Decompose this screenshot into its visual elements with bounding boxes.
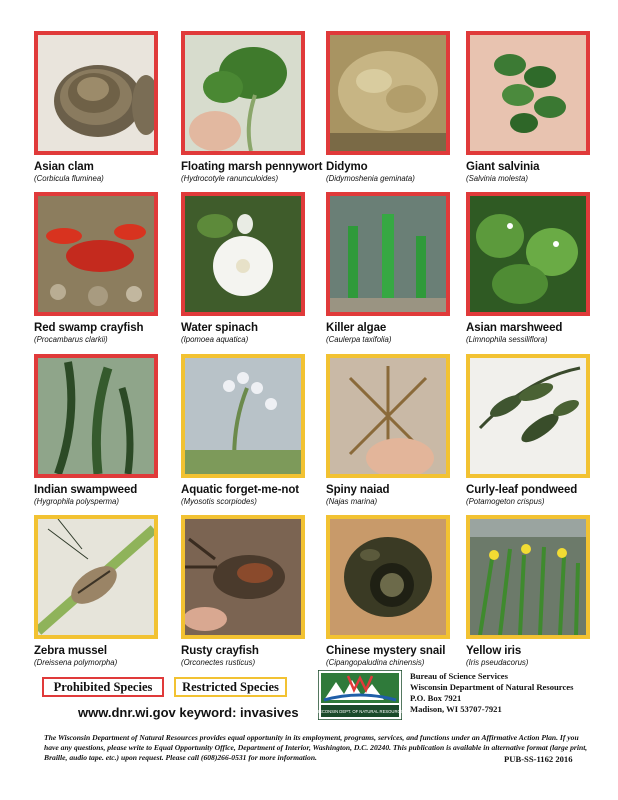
species-scientific-name: (Myosotis scorpiodes)	[181, 497, 257, 506]
salvinia-photo-icon	[470, 35, 586, 151]
species-card	[326, 354, 450, 506]
species-common-name: Giant salvinia	[466, 161, 540, 173]
species-scientific-name: (Iris pseudacorus)	[466, 658, 529, 667]
species-card	[181, 354, 305, 506]
species-card	[181, 31, 323, 183]
species-card	[326, 192, 450, 344]
species-scientific-name: (Ipomoea aquatica)	[181, 335, 249, 344]
species-common-name: Yellow iris	[466, 645, 522, 657]
species-scientific-name: (Didymoshenia geminata)	[326, 174, 415, 183]
species-scientific-name: (Dreissena polymorpha)	[34, 658, 118, 667]
species-card	[466, 31, 590, 183]
species-card	[466, 354, 590, 506]
species-photo-frame	[34, 192, 158, 316]
rusty-crayfish-photo-icon	[185, 519, 301, 635]
pondweed-photo-icon	[470, 358, 586, 474]
species-scientific-name: (Corbicula fluminea)	[34, 174, 104, 183]
species-common-name: Asian marshweed	[466, 322, 563, 334]
address-line: Madison, WI 53707-7921	[410, 704, 502, 714]
pennywort-photo-icon	[185, 35, 301, 151]
clam-photo-icon	[38, 35, 154, 151]
species-scientific-name: (Cipangopaludina chinensis)	[326, 658, 425, 667]
species-scientific-name: (Limnophila sessiliflora)	[466, 335, 548, 344]
species-card	[181, 192, 305, 344]
species-common-name: Chinese mystery snail	[326, 645, 446, 657]
forget-me-not-photo-icon	[185, 358, 301, 474]
species-photo-frame	[466, 31, 590, 155]
species-common-name: Didymo	[326, 161, 368, 173]
flower-photo-icon	[185, 196, 301, 312]
species-common-name: Water spinach	[181, 322, 258, 334]
species-scientific-name: (Procambarus clarkii)	[34, 335, 108, 344]
restricted-legend: Restricted Species	[174, 677, 287, 697]
species-photo-frame	[181, 31, 305, 155]
wdnr-logo-icon	[318, 670, 402, 720]
didymo-photo-icon	[330, 35, 446, 151]
algae-photo-icon	[330, 196, 446, 312]
disclaimer-text: The Wisconsin Department of Natural Resources provides equal opportunity in its employment, programs, services, and functions under an Affirmative Action Plan. If you have any questions, please write to Equal Opportunity Office, Department of Interior, Washington, D.C. 20240. This publication is available in alternative format (large print, Braille, audio tape. etc.) upon request. Please call (608)266-0531 for more information.	[44, 733, 588, 762]
species-common-name: Aquatic forget-me-not	[181, 484, 300, 496]
species-scientific-name: (Najas marina)	[326, 497, 378, 506]
species-card	[34, 354, 158, 506]
species-common-name: Red swamp crayfish	[34, 322, 144, 334]
species-common-name: Floating marsh pennywort	[181, 161, 323, 173]
species-card	[326, 515, 450, 667]
logo-text: WISCONSIN DEPT. OF NATURAL RESOURCES	[318, 709, 402, 714]
species-card	[34, 31, 158, 183]
species-common-name: Zebra mussel	[34, 645, 107, 657]
species-scientific-name: (Hydrocotyle ranunculoides)	[181, 174, 279, 183]
iris-photo-icon	[470, 519, 586, 635]
wdnr-logo	[318, 670, 402, 720]
species-photo-frame	[181, 515, 305, 639]
species-photo-frame	[34, 31, 158, 155]
species-photo-frame	[466, 354, 590, 478]
prohibited-legend: Prohibited Species	[42, 677, 164, 697]
address-line: P.O. Box 7921	[410, 693, 462, 703]
mussel-photo-icon	[38, 519, 154, 635]
species-common-name: Asian clam	[34, 161, 94, 173]
species-card	[34, 192, 158, 344]
species-photo-frame	[181, 192, 305, 316]
species-photo-frame	[326, 31, 450, 155]
species-card	[466, 192, 590, 344]
species-photo-frame	[326, 515, 450, 639]
swampweed-photo-icon	[38, 358, 154, 474]
species-common-name: Killer algae	[326, 322, 387, 334]
species-common-name: Spiny naiad	[326, 484, 390, 496]
address-line: Wisconsin Department of Natural Resources	[410, 682, 574, 692]
species-photo-frame	[466, 192, 590, 316]
address-line: Bureau of Science Services	[410, 671, 508, 681]
species-common-name: Rusty crayfish	[181, 645, 259, 657]
species-scientific-name: (Potamogeton crispus)	[466, 497, 545, 506]
species-card	[466, 515, 590, 667]
species-card	[34, 515, 158, 667]
species-photo-frame	[466, 515, 590, 639]
publication-number: PUB-SS-1162 2016	[504, 754, 573, 764]
species-scientific-name: (Hygrophila polysperma)	[34, 497, 119, 506]
species-scientific-name: (Salvinia molesta)	[466, 174, 528, 183]
species-photo-frame	[34, 515, 158, 639]
species-photo-frame	[326, 192, 450, 316]
species-scientific-name: (Orconectes rusticus)	[181, 658, 256, 667]
website-text: www.dnr.wi.gov keyword: invasives	[78, 705, 299, 720]
species-common-name: Indian swampweed	[34, 484, 138, 496]
species-photo-frame	[34, 354, 158, 478]
species-photo-frame	[181, 354, 305, 478]
species-photo-frame	[326, 354, 450, 478]
species-card	[181, 515, 305, 667]
snail-photo-icon	[330, 519, 446, 635]
address-block	[410, 671, 573, 715]
species-common-name: Curly-leaf pondweed	[466, 484, 578, 496]
marshweed-photo-icon	[470, 196, 586, 312]
naiad-photo-icon	[330, 358, 446, 474]
species-card	[326, 31, 450, 183]
species-scientific-name: (Caulerpa taxifolia)	[326, 335, 392, 344]
crayfish-photo-icon	[38, 196, 154, 312]
